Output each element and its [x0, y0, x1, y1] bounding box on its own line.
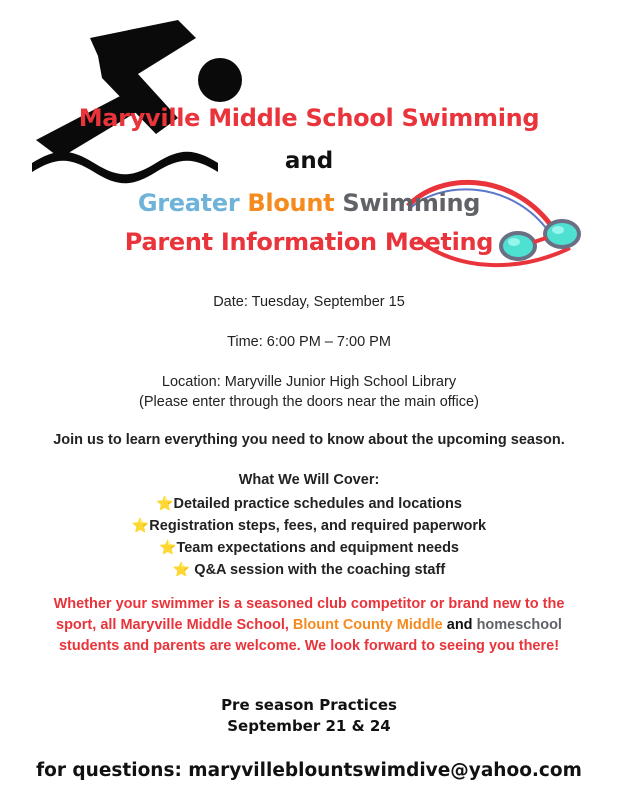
contact-email: for questions: maryvilleblountswimdive@yahoo.com — [36, 760, 582, 781]
event-location-note: (Please enter through the doors near the main office) — [139, 394, 479, 410]
welcome-paragraph: Whether your swimmer is a seasoned club competitor or brand new to the sport, all Maryville Middle School, Blount County Middle and homeschool students and parents are welcome. We look forward to seeing you there! — [53, 596, 565, 654]
title-greater: Greater — [137, 189, 240, 217]
event-time: Time: 6:00 PM – 7:00 PM — [227, 334, 391, 350]
cover-heading: What We Will Cover: — [238, 472, 380, 488]
intro-text: Join us to learn everything you need to know about the upcoming season. — [53, 432, 565, 448]
title-blount: Blount — [247, 189, 335, 217]
title-line-2: and — [284, 148, 334, 174]
practices-label: Pre season Practices — [221, 696, 397, 714]
title-line-4: Parent Information Meeting — [124, 228, 494, 256]
event-date: Date: Tuesday, September 15 — [213, 294, 405, 310]
homeschool: homeschool — [476, 617, 562, 633]
practices-dates: September 21 & 24 — [227, 717, 391, 735]
cover-list — [0, 493, 618, 581]
star-icon: ⭐ — [159, 539, 177, 555]
cover-item-1: ⭐Detailed practice schedules and locations — [156, 495, 462, 512]
star-icon: ⭐ — [131, 517, 150, 533]
star-icon: ⭐ — [172, 561, 191, 577]
cover-item-2: ⭐Registration steps, fees, and required paperwork — [131, 517, 487, 534]
cover-item-3: ⭐Team expectations and equipment needs — [159, 539, 459, 556]
title-line-1: Maryville Middle School Swimming — [78, 104, 540, 132]
event-location: Location: Maryville Junior High School Library — [161, 374, 457, 390]
cover-item-4: ⭐ Q&A session with the coaching staff — [172, 561, 446, 578]
title-swimming: Swimming — [342, 189, 481, 217]
blount-county-middle: Blount County Middle — [292, 617, 443, 633]
star-icon: ⭐ — [156, 495, 174, 511]
title-line-3 — [0, 189, 618, 217]
